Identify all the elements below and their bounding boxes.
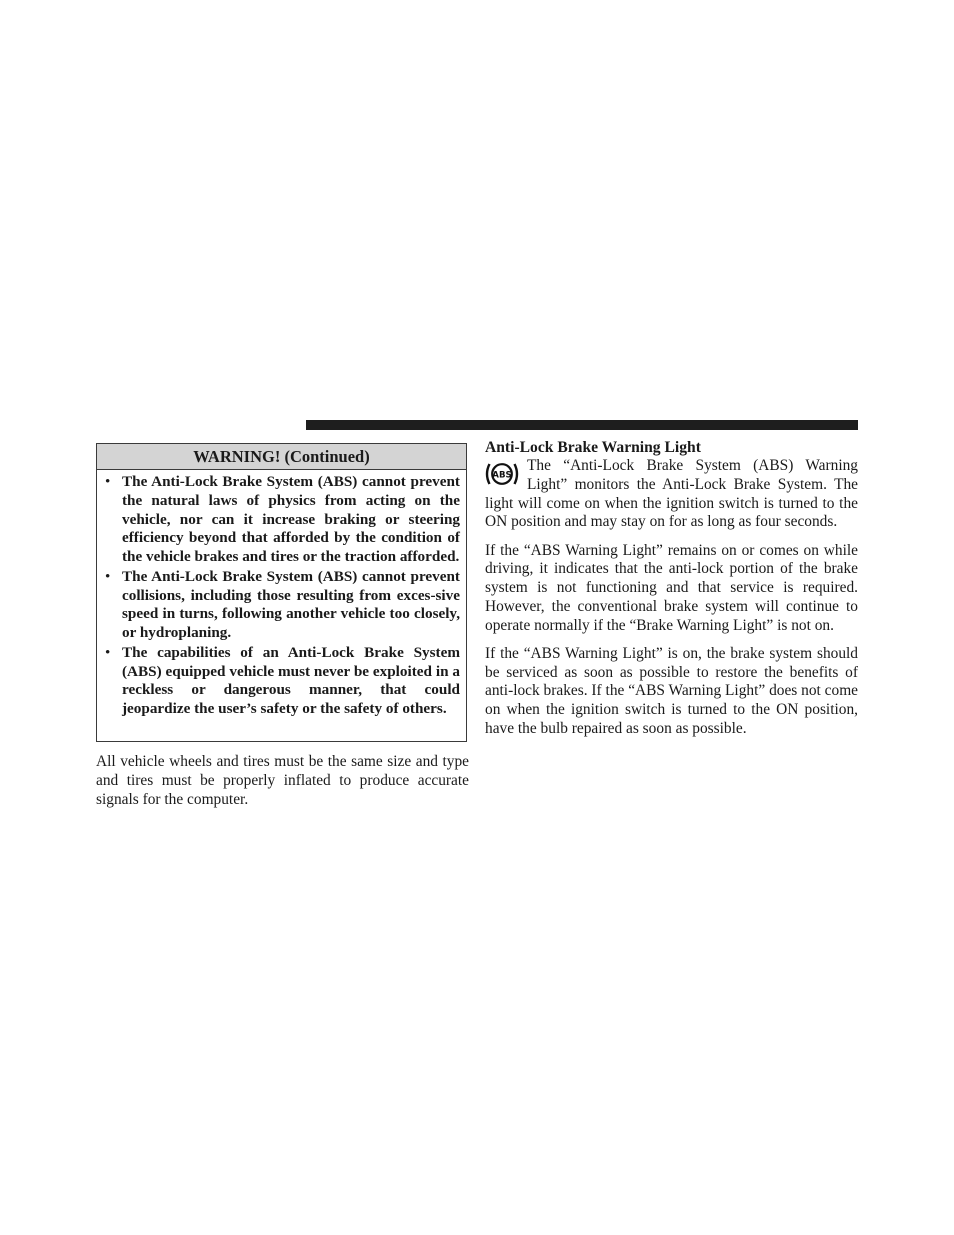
paragraph: If the “ABS Warning Light” remains on or comes on while driving, it indicates that the anti-lock portion of the brake system is not functioning and that service is required. However, the conventional brake system will continue to operate normally if the “Brake Warning Light” is not on. [485, 541, 858, 634]
warning-title: WARNING! (Continued) [97, 444, 466, 470]
section-heading: Anti-Lock Brake Warning Light [485, 439, 701, 456]
warning-box [96, 443, 467, 742]
warning-list [97, 470, 466, 719]
warning-item-text: The Anti-Lock Brake System (ABS) cannot prevent collisions, including those resulting from exces-sive speed in turns, following another vehicle too closely, or hydroplaning. [122, 567, 460, 641]
bullet: • [105, 643, 111, 661]
bullet: • [105, 567, 111, 585]
paragraph-text: The “Anti-Lock Brake System (ABS) Warning Light” monitors the Anti-Lock Brake System. The light will come on when the ignition switch is turned to the ON position and may stay on for as long as four seconds. [485, 457, 858, 531]
warning-item-text: The Anti-Lock Brake System (ABS) cannot prevent the natural laws of physics from acting on the vehicle, nor can it increase braking or steering efficiency beyond that afforded by the condition of the vehicle brakes and tires or the traction afforded. [122, 473, 460, 565]
tire-requirement-paragraph: All vehicle wheels and tires must be the same size and type and tires must be properly inflated to produce accurate signals for the computer. [96, 753, 469, 808]
abs-icon-label: ABS [492, 470, 512, 481]
warning-item [105, 473, 460, 567]
paragraph: If the “ABS Warning Light” is on, the brake system should be serviced as soon as possible to restore the benefits of anti-lock brakes. If the “ABS Warning Light” does not come on when the ignition switch is turned to the ON position, have the bulb repaired as soon as possible. [485, 644, 858, 737]
abs-warning-light-icon [484, 460, 520, 488]
paragraph [485, 457, 858, 532]
warning-item-text: The capabilities of an Anti-Lock Brake System (ABS) equipped vehicle must never be exploited in a reckless or dangerous manner, that could jeopardize the user’s safety or the safety of others. [122, 643, 460, 717]
bullet: • [105, 473, 111, 490]
warning-item [105, 568, 460, 643]
warning-item [105, 644, 460, 719]
section-header-bar [306, 420, 858, 430]
abs-warning-section [485, 438, 858, 748]
